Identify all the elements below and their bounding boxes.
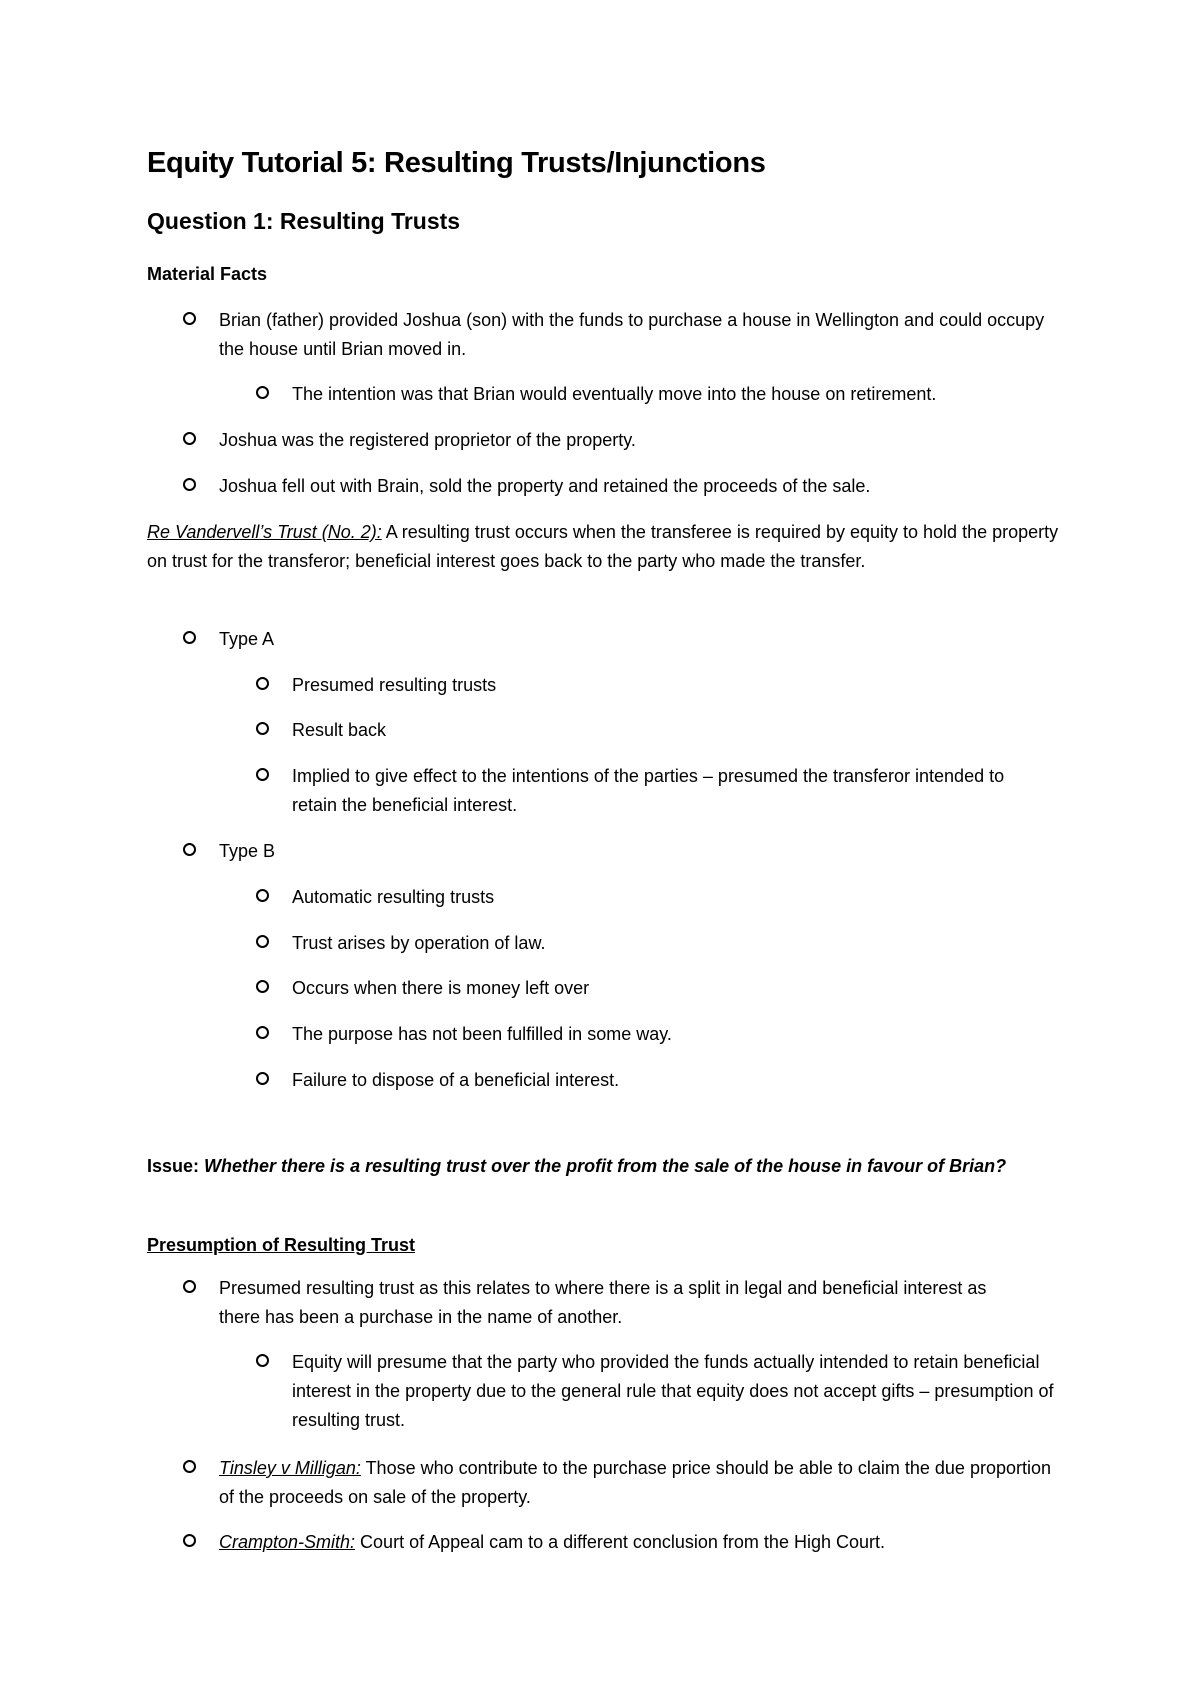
presumption-heading: Presumption of Resulting Trust — [147, 1235, 416, 1255]
list-item: Failure to dispose of a beneficial interest. — [292, 1070, 620, 1090]
bullet-icon — [183, 312, 196, 325]
bullet-icon — [183, 631, 196, 644]
case-name: Crampton-Smith: — [219, 1532, 356, 1552]
bullet-icon — [256, 722, 269, 735]
bullet-icon — [256, 386, 269, 399]
list-item: Type A — [219, 629, 275, 649]
bullet-icon — [183, 1460, 196, 1473]
bullet-icon — [183, 1534, 196, 1547]
list-item: Joshua fell out with Brain, sold the property and retained the proceeds of the sale. — [219, 476, 871, 496]
bullet-icon — [256, 768, 269, 781]
list-item: Crampton-Smith: Court of Appeal cam to a different conclusion from the High Court. — [219, 1532, 885, 1552]
vandervell-paragraph: Re Vandervell’s Trust (No. 2): A resulting trust occurs when the transferee is required by equity to hold the property on trust for the transferor; beneficial interest goes back to the party who made the transfer. — [147, 522, 1059, 571]
bullet-icon — [183, 478, 196, 491]
bullet-icon — [183, 432, 196, 445]
list-item: Tinsley v Milligan: Those who contribute to the purchase price should be able to claim the due proportion of the proceeds on sale of the property. — [219, 1458, 1051, 1507]
list-item: Brian (father) provided Joshua (son) with the funds to purchase a house in Wellington and could occupy the house until Brian moved in. — [219, 310, 1045, 359]
bullet-icon — [256, 935, 269, 948]
list-item: Trust arises by operation of law. — [292, 933, 546, 953]
bullet-icon — [256, 889, 269, 902]
bullet-icon — [183, 1280, 196, 1293]
bullet-icon — [256, 1072, 269, 1085]
issue-label: Issue: — [147, 1156, 200, 1176]
document-title: Equity Tutorial 5: Resulting Trusts/Injunctions — [147, 147, 766, 179]
list-item: The purpose has not been fulfilled in some way. — [292, 1024, 672, 1044]
bullet-icon — [256, 677, 269, 690]
bullet-icon — [256, 980, 269, 993]
list-item: Presumed resulting trusts — [292, 675, 497, 695]
list-item: Joshua was the registered proprietor of the property. — [219, 430, 636, 450]
list-item: Result back — [292, 720, 387, 740]
issue-paragraph: Issue: Whether there is a resulting trust over the profit from the sale of the house in favour of Brian? — [147, 1156, 1007, 1176]
bullet-icon — [256, 1026, 269, 1039]
list-item: Type B — [219, 841, 276, 861]
list-item: Automatic resulting trusts — [292, 887, 495, 907]
bullet-icon — [256, 1354, 269, 1367]
list-item: The intention was that Brian would eventually move into the house on retirement. — [292, 384, 937, 404]
material-facts-heading: Material Facts — [147, 264, 268, 284]
bullet-icon — [183, 843, 196, 856]
case-name: Re Vandervell’s Trust (No. 2): — [147, 522, 382, 542]
list-item: Presumed resulting trust as this relates to where there is a split in legal and beneficial interest as there has been a purchase in the name of another. — [219, 1278, 987, 1327]
case-name: Tinsley v Milligan: — [219, 1458, 361, 1478]
list-item: Occurs when there is money left over — [292, 978, 590, 998]
list-item: Implied to give effect to the intentions of the parties – presumed the transferor intended to retain the beneficial interest. — [292, 766, 1005, 815]
question-1-heading: Question 1: Resulting Trusts — [147, 208, 461, 234]
list-item: Equity will presume that the party who provided the funds actually intended to retain beneficial interest in the property due to the general rule that equity does not accept gifts – presumption of resulting trust. — [292, 1352, 1054, 1430]
